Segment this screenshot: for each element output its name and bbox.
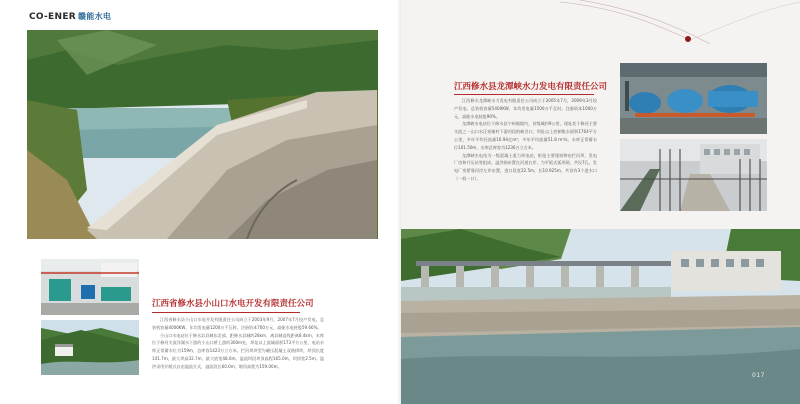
sluice-weir-photo — [401, 229, 800, 404]
logo-text: CO-ENER — [29, 12, 77, 22]
logo-chinese: 赣能水电 — [78, 12, 112, 21]
turbine-hall-photo — [620, 63, 767, 134]
left-paragraph: 江西省修水县小山口水电开发有限责任公司成立于2003年9月，2007年7月投产发电。总装机容量4000KW，年均发电量1200万千瓦时。注册资本700万元，高能水电持股59.66%。 — [152, 317, 324, 330]
generator-room-photo — [41, 259, 139, 315]
right-paragraph: 龙潭峡水电站位于修水县宁州镇境内，首级城约9公里，现址处于修河主要支流之一山口水汪家铺村下游河段的峡谷口，坝址以上控制集水面积1764平方公里，多年平均径流量16.94亿m³，多年平均流量51.8 m³/s。水库正常蓄水位101.50m，水库总库容为1236万立方米。 — [454, 121, 597, 150]
brand-logo — [29, 11, 111, 23]
accent-dot — [685, 36, 691, 42]
left-paragraph: 小山口水电站位于修水县县城东北部，距修水县城约28km，离县城直线距离8.4km，水库位于修河支流洋湖水下游约小山口桥上游约300m处，坝址以上流域面积173平方公里，电站水库正常蓄水位为159m，总库容1423万立方米。拦河坝坝型为碾压混凝土双曲拱坝，坝顶长度141.7m，最大坝高32.7m，最大底宽48.0m。溢流坝段坝顶高程165.0m，坝顶宽2.5m。溢洪采用开敞式自由溢流方式，溢流段长60.0m，堰顶高程为159.00m。 — [152, 332, 324, 369]
spillway-gates-photo — [620, 139, 767, 211]
riverside-building-photo — [41, 320, 139, 375]
right-paragraph: 江西修水龙潭峡水力发电有限责任公司成立于2005年7月，2009年3月投产发电。总装机容量5400KW，年均发电量1500万千瓦时。注册资本1000万元，高能水电持股90%。 — [454, 98, 597, 119]
left-title-rule — [152, 312, 300, 313]
right-paragraph: 龙潭峡水电站为一级混凝土重力坝电站，枢纽主要建筑物由拦河坝、发电厂房和升压站等组成。溢洪闸布置在河道右岸，为平板式弧形闸，共设7孔。发电厂房紧靠河岸左岸布置，进口段宽22.5m，长10.925m，共设有3个进水口（一机一口）。 — [454, 152, 597, 181]
arch-dam-photo — [27, 30, 378, 239]
right-company-title: 江西修水县龙潭峡水力发电有限责任公司 — [454, 82, 608, 92]
left-company-title: 江西省修水县小山口水电开发有限责任公司 — [152, 299, 314, 309]
right-body-text — [454, 97, 597, 183]
page-number: 017 — [752, 372, 765, 379]
right-title-rule — [454, 94, 594, 95]
left-body-text — [152, 316, 324, 371]
